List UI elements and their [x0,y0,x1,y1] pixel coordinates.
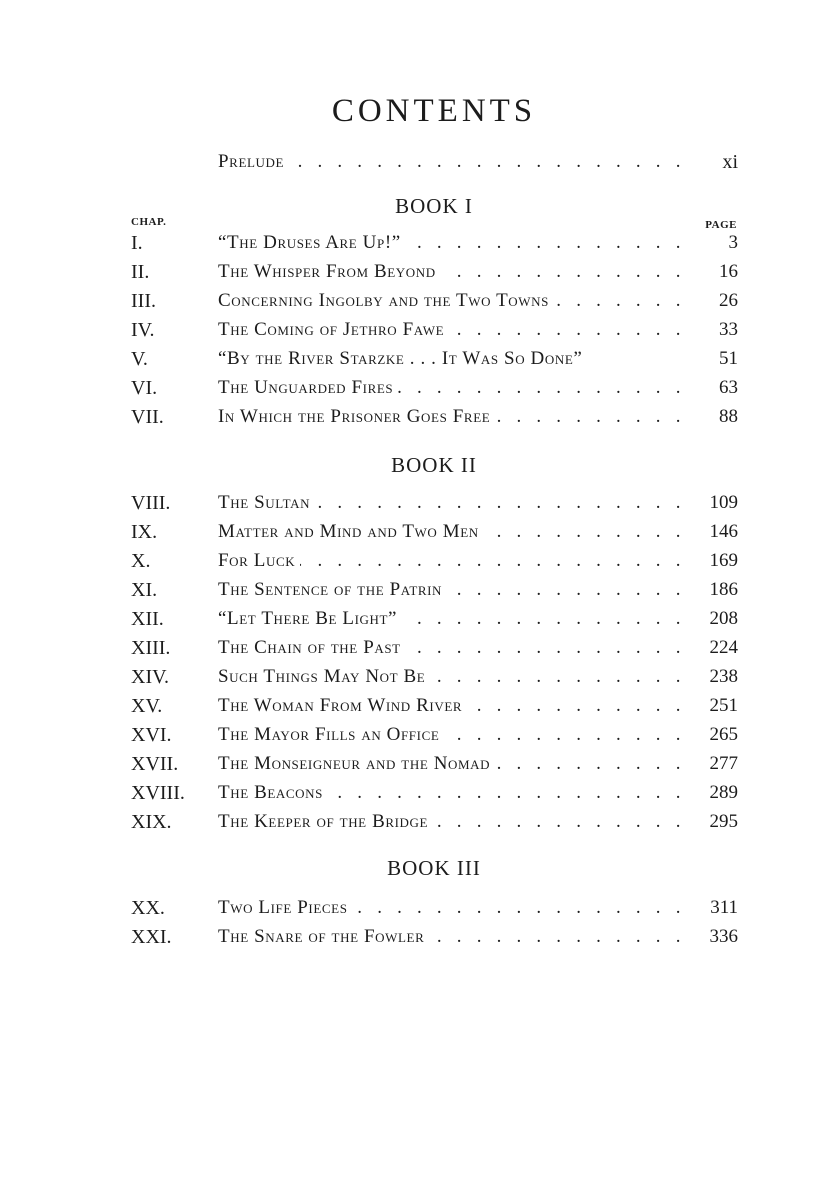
chapter-title-text: Matter and Mind and Two Men [218,521,484,542]
chapter-number: XVI. [131,724,172,746]
chapter-page: 265 [709,724,738,745]
chapter-entry [0,374,840,402]
chapter-title [218,663,686,691]
chapter-title-text: The Sentence of the Patrin [218,579,447,600]
chapter-title [218,229,686,257]
chapter-entry [0,923,840,951]
chapter-title-text: “By the River Starzke . . . It Was So Done” [218,348,583,369]
chapter-entry [0,576,840,604]
chapter-number: VII. [131,406,164,428]
chapter-page: 208 [709,608,738,629]
book-heading: BOOK II [391,453,477,477]
book-heading: BOOK I [395,194,473,218]
chapter-title-text: “The Druses Are Up!” [218,232,406,253]
chapter-number: XVIII. [131,782,185,804]
chapter-entry [0,489,840,517]
chapter-title [218,287,686,315]
chapter-title-text: The Sultan [218,492,315,513]
chapter-page: 251 [709,695,738,716]
chapter-title [218,547,686,575]
chapter-page: 88 [719,406,738,427]
chapter-title [218,605,686,633]
chapter-entry [0,692,840,720]
chapter-title [218,721,686,749]
chapter-title-text: The Coming of Jethro Fawe [218,319,449,340]
prelude-title [218,148,686,176]
chapter-title [218,923,686,951]
chapter-entry [0,634,840,662]
chapter-title-text: The Monseigneur and the Nomad [218,753,495,774]
chapter-entry [0,750,840,778]
prelude-entry [0,148,840,176]
prelude-page: xi [722,151,738,173]
chapter-entry [0,605,840,633]
page-title: CONTENTS [331,93,537,129]
chapter-column-label: CHAP. [131,216,167,228]
chapter-title-text: Two Life Pieces [218,897,353,918]
chapter-title-text: The Beacons [218,782,328,803]
chapter-title [218,808,686,836]
chapter-page: 16 [719,261,738,282]
chapter-entry [0,779,840,807]
chapter-entry [0,894,840,922]
chapter-entry [0,663,840,691]
chapter-page: 186 [709,579,738,600]
chapter-page: 33 [719,319,738,340]
chapter-page: 26 [719,290,738,311]
chapter-number: VI. [131,377,158,399]
chapter-page: 311 [710,897,738,918]
chapter-page: 289 [709,782,738,803]
chapter-number: IV. [131,319,155,341]
page-column-label: PAGE [705,219,737,231]
chapter-number: III. [131,290,156,312]
chapter-number: II. [131,261,150,283]
chapter-title-text: In Which the Prisoner Goes Free [218,406,495,427]
chapter-entry [0,258,840,286]
chapter-title-text: Such Things May Not Be [218,666,430,687]
chapter-title [218,779,686,807]
chapter-title-text: The Woman From Wind River [218,695,467,716]
chapter-title-text: The Snare of the Fowler [218,926,429,947]
chapter-number: X. [131,550,151,572]
chapter-title [218,316,686,344]
chapter-page: 224 [709,637,738,658]
chapter-title-text: For Luck [218,550,300,571]
chapter-number: XIX. [131,811,172,833]
chapter-entry [0,345,840,373]
chapter-title-text: Concerning Ingolby and the Two Towns [218,290,554,311]
prelude-title-text: Prelude [218,151,289,172]
chapter-entry [0,229,840,257]
chapter-entry [0,518,840,546]
chapter-number: XII. [131,608,164,630]
book-heading: BOOK III [387,856,481,880]
chapter-title [218,345,698,373]
chapter-title-text: The Chain of the Past [218,637,406,658]
chapter-title [218,576,686,604]
chapter-number: XX. [131,897,165,919]
chapter-page: 336 [709,926,738,947]
chapter-title [218,374,686,402]
chapter-page: 295 [709,811,738,832]
chapter-title-text: The Whisper From Beyond [218,261,441,282]
chapter-number: V. [131,348,148,370]
chapter-entry [0,287,840,315]
chapter-title [218,894,686,922]
chapter-title-text: “Let There Be Light” [218,608,402,629]
chapter-page: 51 [719,348,738,369]
chapter-number: XI. [131,579,158,601]
chapter-page: 169 [709,550,738,571]
chapter-page: 238 [709,666,738,687]
chapter-page: 63 [719,377,738,398]
chapter-number: XV. [131,695,163,717]
chapter-number: XXI. [131,926,172,948]
chapter-title-text: The Keeper of the Bridge [218,811,433,832]
chapter-number: XIV. [131,666,169,688]
chapter-page: 109 [709,492,738,513]
chapter-title [218,489,686,517]
chapter-title [218,750,686,778]
chapter-title [218,403,686,431]
chapter-entry [0,547,840,575]
chapter-number: IX. [131,521,158,543]
chapter-page: 3 [728,232,738,253]
chapter-page: 146 [709,521,738,542]
chapter-title [218,518,686,546]
chapter-title [218,258,686,286]
chapter-number: VIII. [131,492,171,514]
chapter-title-text: The Unguarded Fires [218,377,398,398]
chapter-entry [0,721,840,749]
chapter-number: I. [131,232,143,254]
chapter-title [218,692,686,720]
chapter-entry [0,808,840,836]
chapter-page: 277 [709,753,738,774]
chapter-entry [0,316,840,344]
chapter-entry [0,403,840,431]
chapter-number: XVII. [131,753,179,775]
chapter-title [218,634,686,662]
chapter-title-text: The Mayor Fills an Office [218,724,444,745]
chapter-number: XIII. [131,637,171,659]
